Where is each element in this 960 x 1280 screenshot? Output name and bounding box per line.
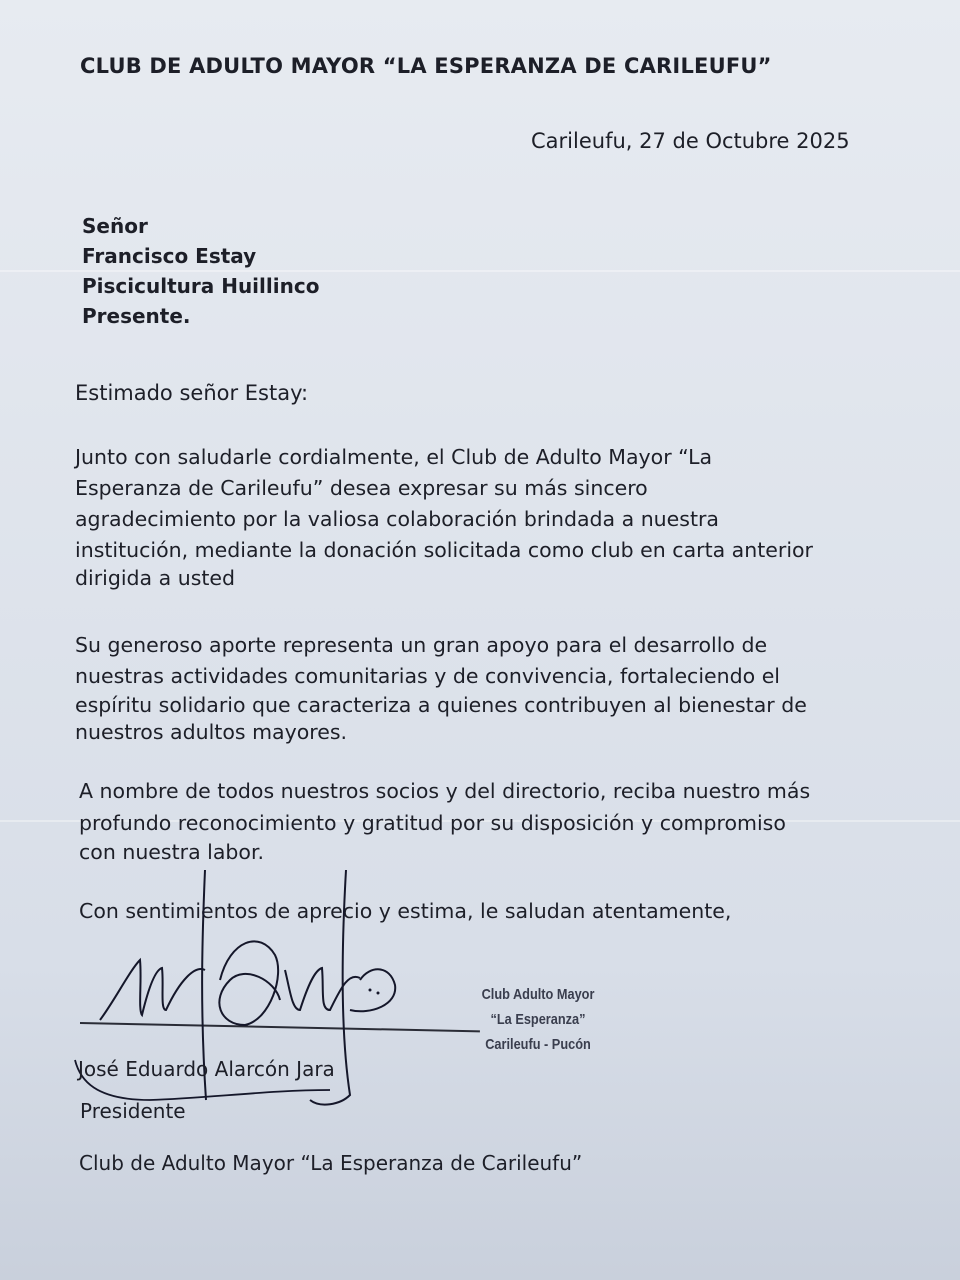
paragraph-2-line: nuestros adultos mayores. xyxy=(75,720,348,744)
stamp-line: Club Adulto Mayor xyxy=(481,986,595,1003)
paragraph-3-line: con nuestra labor. xyxy=(79,840,265,864)
recipient-name: Francisco Estay xyxy=(82,244,257,268)
signatory-name: José Eduardo Alarcón Jara xyxy=(78,1057,335,1081)
paragraph-2-line: Su generoso aporte representa un gran apoyo para el desarrollo de xyxy=(75,633,768,657)
closing: Con sentimientos de aprecio y estima, le saludan atentamente, xyxy=(79,899,732,923)
recipient-presente: Presente. xyxy=(82,304,191,328)
letter-date: Carileufu, 27 de Octubre 2025 xyxy=(531,129,850,153)
paragraph-1-line: agradecimiento por la valiosa colaboración brindada a nuestra xyxy=(75,507,719,531)
paragraph-1-line: Esperanza de Carileufu” desea expresar su más sincero xyxy=(75,476,648,500)
signatory-role: Presidente xyxy=(80,1099,186,1123)
greeting: Estimado señor Estay: xyxy=(75,381,309,405)
letterhead: CLUB DE ADULTO MAYOR “LA ESPERANZA DE CARILEUFU” xyxy=(80,54,772,78)
stamp-line: Carileufu - Pucón xyxy=(485,1036,591,1053)
paragraph-3-line: A nombre de todos nuestros socios y del directorio, reciba nuestro más xyxy=(79,779,811,803)
paragraph-2-line: espíritu solidario que caracteriza a quienes contribuyen al bienestar de xyxy=(75,693,807,717)
club-stamp xyxy=(470,982,606,1057)
paragraph-1-line: dirigida a usted xyxy=(75,566,236,590)
paragraph-3-line: profundo reconocimiento y gratitud por su disposición y compromiso xyxy=(79,811,786,835)
stamp-line: “La Esperanza” xyxy=(490,1011,586,1028)
recipient-title: Señor xyxy=(82,214,148,238)
recipient-company: Piscicultura Huillinco xyxy=(82,274,320,298)
paragraph-1-line: institución, mediante la donación solicitada como club en carta anterior xyxy=(75,538,813,562)
paragraph-2-line: nuestras actividades comunitarias y de convivencia, fortaleciendo el xyxy=(75,664,781,688)
signatory-organization: Club de Adulto Mayor “La Esperanza de Carileufu” xyxy=(79,1151,583,1175)
paragraph-1-line: Junto con saludarle cordialmente, el Club de Adulto Mayor “La xyxy=(75,445,713,469)
paper-crease xyxy=(0,270,960,272)
